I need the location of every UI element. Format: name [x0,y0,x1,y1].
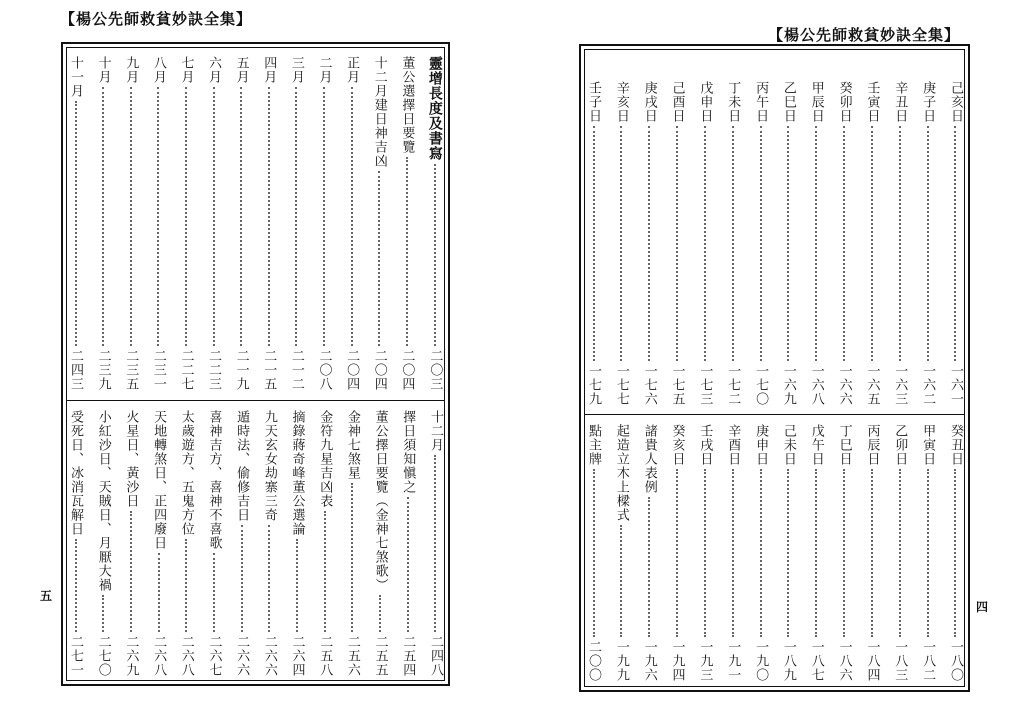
toc-leader-dots [899,126,901,361]
toc-leader-dots [620,126,622,361]
toc-entry-page-number: 二五五 [372,635,388,677]
toc-entry-title: 庚子日 [920,81,936,123]
toc-leader-dots [620,525,622,637]
toc-leader-dots [379,595,381,632]
toc-entry [698,81,711,406]
toc-entry-page-number: 一七五 [669,364,685,406]
toc-entry-page-number: 一九六 [641,640,657,682]
toc-entry-title: 金神七煞星 [344,410,360,480]
toc-leader-dots [871,126,873,361]
toc-entry [893,424,906,682]
toc-entry-page-number: 二三五 [123,349,139,391]
left-page-header: 【楊公先師救貧妙訣全集】 [60,10,253,28]
toc-entry [429,410,442,677]
toc-entry-title: 己亥日 [947,81,963,123]
toc-entry [235,410,248,677]
toc-leader-dots [871,469,873,637]
toc-entry-title: 甲寅日 [920,424,936,466]
toc-entry [318,410,331,677]
toc-entry [124,56,137,391]
toc-entry-title: 小紅沙日、天賊日、月厭大禍 [95,410,111,592]
toc-entry [346,410,359,677]
toc-leader-dots [323,87,325,346]
toc-entry-page-number: 二〇八 [316,349,332,391]
toc-entry-title: 己酉日 [669,81,685,123]
toc-leader-dots [760,469,762,637]
toc-entry-page-number: 二三一 [150,349,166,391]
toc-entry-page-number: 二〇三 [427,349,443,391]
toc-entry-title: 壬寅日 [864,81,880,123]
toc-entry [949,81,962,406]
toc-entry [345,56,358,391]
toc-leader-dots [75,539,77,632]
toc-entry-page-number: 一六九 [780,364,796,406]
toc-entry-page-number: 二一九 [233,349,249,391]
toc-entry [587,81,600,406]
toc-entry-title: 癸亥日 [669,424,685,466]
toc-leader-dots [648,126,650,361]
toc-entry-page-number: 二六六 [261,635,277,677]
toc-leader-dots [787,126,789,361]
toc-entry [754,424,767,682]
toc-leader-dots [185,539,187,632]
toc-entry-page-number: 二二三 [206,349,222,391]
toc-entry-page-number: 二四八 [427,635,443,677]
toc-entry-page-number: 一八六 [836,640,852,682]
toc-leader-dots [648,497,650,637]
left-page-number: 五 [40,589,53,603]
toc-leader-dots [213,87,215,346]
toc-entry-page-number: 二一二 [288,349,304,391]
toc-entry-title: 癸丑日 [947,424,963,466]
toc-leader-dots [157,87,159,346]
toc-leader-dots [268,525,270,632]
toc-entry-title: 辛酉日 [725,424,741,466]
toc-entry-title: 十二月建日神吉凶 [371,56,387,168]
right-page-header: 【楊公先師救貧妙訣全集】 [768,26,961,44]
toc-entry-page-number: 一九四 [669,640,685,682]
toc-entry-title: 受死日、冰消瓦解日 [68,410,83,536]
toc-leader-dots [407,497,409,632]
toc-entry-page-number: 二六八 [178,635,194,677]
toc-entry [207,56,220,391]
toc-entry-title: 乙卯日 [892,424,908,466]
toc-entry [671,81,684,406]
toc-entry-title: 十一月 [68,56,83,98]
toc-leader-dots [130,87,132,346]
toc-entry-title: 辛丑日 [892,81,908,123]
toc-entry-page-number: 一八九 [780,640,796,682]
right-toc-bottom-section [587,424,962,682]
toc-entry-page-number: 一七九 [586,364,601,406]
toc-entry [921,424,934,682]
toc-entry-title: 金符九星吉凶表 [317,410,333,508]
toc-leader-dots [732,469,734,637]
toc-entry-page-number: 一九〇 [753,640,769,682]
toc-entry [949,424,962,682]
toc-entry-title: 四月 [261,56,277,84]
toc-entry [810,424,823,682]
toc-leader-dots [296,539,298,632]
toc-entry-page-number: 二〇四 [344,349,360,391]
toc-entry-title: 丙辰日 [864,424,880,466]
toc-entry-page-number: 二六七 [206,635,222,677]
toc-entry-page-number: 一六五 [864,364,880,406]
toc-entry-page-number: 二六四 [289,635,305,677]
toc-entry-title: 癸卯日 [836,81,852,123]
toc-leader-dots [927,469,929,637]
toc-entry-page-number: 一六三 [892,364,908,406]
toc-entry-title: 董公擇日要覽（金神七煞歌） [372,410,388,592]
toc-entry-page-number: 二三九 [95,349,111,391]
toc-entry-title: 十月 [95,56,111,84]
left-toc-bottom-section [69,410,442,677]
toc-entry-page-number: 一八三 [892,640,908,682]
toc-leader-dots [593,469,595,637]
toc-entry [671,424,684,682]
toc-entry [262,56,275,391]
toc-entry [838,81,851,406]
toc-entry [374,410,387,677]
toc-leader-dots [130,511,132,632]
toc-leader-dots [843,469,845,637]
toc-entry [698,424,711,682]
toc-entry-page-number: 一六六 [836,364,852,406]
toc-leader-dots [102,87,104,346]
toc-entry [401,410,414,677]
toc-entry-page-number: 二六六 [234,635,250,677]
toc-entry-title: 董公選擇日要覽 [399,56,415,154]
toc-leader-dots [434,164,436,346]
toc-entry-page-number: 一八〇 [947,640,963,682]
toc-entry [810,81,823,406]
toc-entry-title: 二月 [316,56,332,84]
toc-entry-page-number: 二七〇 [95,635,111,677]
toc-entry-page-number: 一九三 [697,640,713,682]
toc-entry-title: 七月 [178,56,194,84]
toc-entry [290,56,303,391]
toc-entry [207,410,220,677]
toc-leader-dots [704,469,706,637]
toc-leader-dots [185,87,187,346]
toc-leader-dots [406,157,408,346]
toc-leader-dots [351,87,353,346]
toc-leader-dots [102,595,104,632]
toc-entry-title: 火星日、黃沙日 [123,410,139,508]
toc-entry-title: 天地轉煞日、正四廢日 [151,410,167,550]
toc-leader-dots [732,126,734,361]
left-toc-top-section [69,56,442,391]
toc-entry-page-number: 一七〇 [753,364,769,406]
toc-entry [97,410,110,677]
toc-entry-title: 戊午日 [808,424,824,466]
toc-entry [782,81,795,406]
toc-leader-dots [760,126,762,361]
toc-leader-dots [676,126,678,361]
toc-entry-title: 丁未日 [725,81,741,123]
toc-entry-page-number: 一六一 [947,364,963,406]
toc-leader-dots [815,126,817,361]
toc-entry [754,81,767,406]
toc-entry-title: 三月 [288,56,304,84]
toc-leader-dots [75,101,77,346]
right-toc-frame [579,44,970,692]
toc-entry-title: 乙巳日 [780,81,796,123]
toc-entry-title: 丁巳日 [836,424,852,466]
toc-leader-dots [787,469,789,637]
toc-entry-page-number: 二〇〇 [586,640,601,682]
toc-entry-title: 九月 [123,56,139,84]
toc-entry [97,56,110,391]
right-toc-top-section [587,81,962,406]
toc-entry [921,81,934,406]
toc-entry-title: 遁時法、偷修吉日 [234,410,250,522]
toc-leader-dots [593,126,595,361]
toc-entry-page-number: 二六九 [123,635,139,677]
toc-entry-page-number: 二一五 [261,349,277,391]
left-toc-divider [67,400,444,401]
left-toc-frame [61,42,450,686]
toc-entry-title: 點主牌 [586,424,601,466]
toc-entry-page-number: 一七六 [641,364,657,406]
toc-entry [587,424,600,682]
toc-leader-dots [241,525,243,632]
toc-entry [152,410,165,677]
toc-entry-page-number: 二五六 [344,635,360,677]
toc-leader-dots [213,553,215,632]
toc-entry-page-number: 一八四 [864,640,880,682]
toc-entry-title: 壬戌日 [697,424,713,466]
toc-entry-page-number: 一七七 [613,364,629,406]
toc-entry [235,56,248,391]
toc-leader-dots [704,126,706,361]
toc-entry [865,81,878,406]
toc-entry [615,424,628,682]
toc-leader-dots [815,469,817,637]
toc-entry [615,81,628,406]
toc-entry-page-number: 二〇四 [371,349,387,391]
toc-entry [263,410,276,677]
toc-entry-page-number: 一七三 [697,364,713,406]
toc-entry-title: 正月 [344,56,360,84]
toc-leader-dots [954,469,956,637]
toc-entry [69,410,82,677]
right-toc-divider [585,414,964,415]
toc-entry-title: 喜神吉方、喜神不喜歌 [206,410,222,550]
toc-leader-dots [676,469,678,637]
toc-entry-page-number: 二五四 [400,635,416,677]
toc-entry [726,81,739,406]
toc-entry-title: 丙午日 [753,81,769,123]
toc-entry [726,424,739,682]
toc-leader-dots [843,126,845,361]
toc-entry-title: 摘錄蔣奇峰董公選論 [289,410,305,536]
toc-entry [865,424,878,682]
toc-entry-title: 庚申日 [753,424,769,466]
toc-entry-page-number: 一八二 [920,640,936,682]
toc-entry [838,424,851,682]
toc-entry-page-number: 二二七 [178,349,194,391]
toc-leader-dots [240,87,242,346]
toc-entry [893,81,906,406]
toc-entry-page-number: 一九一 [725,640,741,682]
toc-leader-dots [158,553,160,632]
toc-entry-page-number: 二七一 [68,635,83,677]
toc-entry-page-number: 二〇四 [399,349,415,391]
toc-entry [124,410,137,677]
toc-entry [643,81,656,406]
toc-entry-page-number: 一六八 [808,364,824,406]
toc-entry-title: 八月 [150,56,166,84]
toc-leader-dots [295,87,297,346]
toc-entry [152,56,165,391]
toc-entry-title: 靈增長度及書寫 [426,56,443,161]
toc-leader-dots [324,511,326,632]
toc-entry [317,56,330,391]
toc-leader-dots [378,171,380,346]
toc-leader-dots [899,469,901,637]
right-page-number: 四 [976,600,989,614]
toc-entry [69,56,82,391]
toc-entry [373,56,386,391]
toc-entry [400,56,413,391]
toc-entry-title: 壬子日 [586,81,601,123]
toc-entry-title: 九天玄女劫寨三奇 [261,410,277,522]
toc-entry-page-number: 二四三 [68,349,83,391]
toc-entry-page-number: 二五八 [317,635,333,677]
toc-entry [179,56,192,391]
toc-entry-page-number: 二六八 [151,635,167,677]
toc-entry-title: 五月 [233,56,249,84]
toc-leader-dots [954,126,956,361]
toc-entry [291,410,304,677]
toc-entry-title: 甲辰日 [808,81,824,123]
toc-entry-title: 諸貴人表例 [641,424,657,494]
toc-leader-dots [268,87,270,346]
toc-entry-title: 己未日 [780,424,796,466]
toc-entry-page-number: 一七二 [725,364,741,406]
toc-entry [643,424,656,682]
toc-leader-dots [434,455,436,632]
toc-entry-title: 戊申日 [697,81,713,123]
toc-entry [428,56,442,391]
toc-entry-page-number: 一六二 [920,364,936,406]
toc-entry-title: 擇日須知愼之 [400,410,416,494]
toc-entry-page-number: 一八七 [808,640,824,682]
toc-entry [782,424,795,682]
toc-entry [180,410,193,677]
toc-entry-title: 庚戌日 [641,81,657,123]
toc-entry-title: 起造立木上樑式 [613,424,629,522]
toc-entry-title: 辛亥日 [613,81,629,123]
toc-entry-title: 六月 [206,56,222,84]
toc-leader-dots [351,483,353,632]
toc-entry-title: 十二月 [427,410,443,452]
toc-leader-dots [927,126,929,361]
toc-entry-page-number: 一九九 [613,640,629,682]
toc-entry-title: 太歲遊方、五鬼方位 [178,410,194,536]
